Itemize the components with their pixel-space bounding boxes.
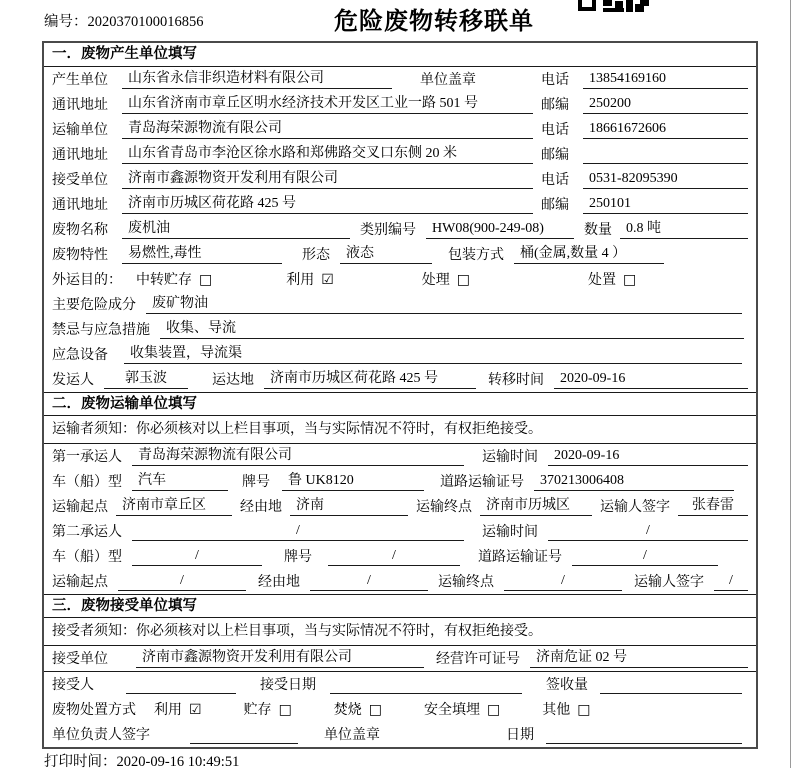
received-amount-label: 签收量 xyxy=(546,678,588,693)
transport-time-label: 运输时间 xyxy=(482,525,538,540)
acceptor-value xyxy=(126,692,236,694)
option-incinerate xyxy=(334,699,382,719)
route-end-label: 运输终点 xyxy=(416,500,472,515)
acceptor-row xyxy=(44,672,756,697)
transporter-address-value: 山东省青岛市李沧区徐水路和郑佛路交叉口东侧 20 米 xyxy=(122,142,533,164)
transporter-unit-label: 运输单位 xyxy=(52,123,108,138)
road-permit-value: 370213006408 xyxy=(534,473,734,491)
page-edge-line xyxy=(790,0,791,768)
destination-value: 济南市历城区荷花路 425 号 xyxy=(264,367,476,389)
plate-label: 牌号 xyxy=(242,475,270,490)
date-value xyxy=(546,742,742,744)
checkbox-unchecked-icon: □ xyxy=(577,702,591,718)
checkbox-unchecked-icon: □ xyxy=(368,702,383,718)
checkbox-unchecked-icon: □ xyxy=(456,272,471,288)
second-carrier-row xyxy=(44,519,756,544)
transporter-notice-row xyxy=(44,416,756,444)
vehicle-type-value: / xyxy=(132,548,262,566)
consignor-label: 发运人 xyxy=(52,373,94,388)
option-label: 中转贮存 xyxy=(136,273,192,288)
transporter-unit-row xyxy=(44,117,756,142)
option-treat xyxy=(422,269,470,289)
license-label: 经营许可证号 xyxy=(436,652,520,667)
checkbox-checked-icon: ☑ xyxy=(189,702,202,718)
option-storage xyxy=(244,699,292,719)
first-carrier-row xyxy=(44,444,756,469)
packaging-value: 桶(金属,数量 4 ） xyxy=(514,242,664,264)
carrier-signature-label: 运输人签字 xyxy=(600,500,670,515)
vehicle-type-label: 车（船）型 xyxy=(52,550,122,565)
destination-label: 运达地 xyxy=(212,373,254,388)
address-label: 通讯地址 xyxy=(52,98,108,113)
route-start-label: 运输起点 xyxy=(52,575,108,590)
zip-value: 250101 xyxy=(583,196,748,214)
form-state-value: 液态 xyxy=(340,242,432,264)
producer-unit-label: 产生单位 xyxy=(52,73,108,88)
vehicle-type-value: 汽车 xyxy=(132,469,228,491)
route-end-value: / xyxy=(504,573,622,591)
acceptor-label: 接受人 xyxy=(52,678,94,693)
section1-title: 一．废物产生单位填写 xyxy=(44,43,756,67)
responsible-signature-value xyxy=(190,742,298,744)
accepting-unit-value: 济南市鑫源物资开发利用有限公司 xyxy=(136,646,424,668)
section2-title: 二．废物运输单位填写 xyxy=(44,392,756,416)
route-start-value: / xyxy=(118,573,246,591)
vehicle-type-row xyxy=(44,469,756,494)
quantity-value: 0.8 吨 xyxy=(620,217,748,239)
first-carrier-label: 第一承运人 xyxy=(52,450,122,465)
responsible-signature-row xyxy=(44,722,756,747)
option-landfill xyxy=(424,699,500,719)
receiver-address-value: 济南市历城区荷花路 425 号 xyxy=(122,192,533,214)
receiver-notice-row xyxy=(44,618,756,646)
route-start-value: 济南市章丘区 xyxy=(116,494,232,516)
option-label: 其他 xyxy=(542,703,571,718)
accept-date-label: 接受日期 xyxy=(260,678,316,693)
zip-label: 邮编 xyxy=(541,198,569,213)
route-via-value: 济南 xyxy=(290,494,408,516)
road-permit-value: / xyxy=(572,548,718,566)
waste-traits-label: 废物特性 xyxy=(52,248,108,263)
route-via-value: / xyxy=(310,573,428,591)
transport-route-row-2 xyxy=(44,569,756,594)
form-title: 危险废物转移联单 xyxy=(334,9,534,35)
second-carrier-value: / xyxy=(132,523,464,541)
option-utilize xyxy=(286,269,334,289)
option-label: 利用 xyxy=(154,703,182,718)
option-label: 处理 xyxy=(421,273,450,288)
consignor-row xyxy=(44,367,756,392)
plate-value: / xyxy=(328,548,460,566)
emergency-measures-row xyxy=(44,317,756,342)
option-label: 安全填埋 xyxy=(424,703,481,718)
serial-number xyxy=(44,10,204,31)
packaging-label: 包装方式 xyxy=(448,248,504,263)
transporter-unit-value: 青岛海荣源物流有限公司 xyxy=(122,117,533,139)
license-value: 济南危证 02 号 xyxy=(530,646,748,668)
print-time-label: 打印时间： xyxy=(44,754,117,768)
emergency-equipment-row xyxy=(44,342,756,367)
transport-route-row xyxy=(44,494,756,519)
transport-time-value: / xyxy=(548,523,748,541)
carrier-signature-value: 张春雷 xyxy=(678,494,748,516)
vehicle-type-label: 车（船）型 xyxy=(52,475,122,490)
transfer-purpose-row xyxy=(44,267,756,292)
route-start-label: 运输起点 xyxy=(52,500,108,515)
waste-traits-value: 易燃性,毒性 xyxy=(122,242,282,264)
producer-address-row xyxy=(44,92,756,117)
hazard-component-value: 废矿物油 xyxy=(146,292,742,314)
plate-value: 鲁 UK8120 xyxy=(282,469,424,491)
phone-value: 0531-82095390 xyxy=(583,171,748,189)
unit-seal-label: 单位盖章 xyxy=(324,728,380,743)
consignor-value: 郭玉波 xyxy=(104,367,188,389)
checkbox-unchecked-icon: □ xyxy=(487,702,501,718)
hazard-component-row xyxy=(44,292,756,317)
phone-value: 18661672606 xyxy=(583,121,748,139)
road-permit-label: 道路运输证号 xyxy=(440,475,524,490)
unit-seal-label: 单位盖章 xyxy=(420,73,476,88)
waste-name-row xyxy=(44,217,756,242)
serial-label: 编号： xyxy=(44,14,88,30)
form-state-label: 形态 xyxy=(302,248,330,263)
option-label: 焚烧 xyxy=(333,703,362,718)
route-via-label: 经由地 xyxy=(258,575,300,590)
accept-date-value xyxy=(330,692,522,694)
accepting-unit-label: 接受单位 xyxy=(52,652,108,667)
print-time xyxy=(44,750,239,768)
checkbox-unchecked-icon: □ xyxy=(199,272,213,288)
receiver-unit-row xyxy=(44,167,756,192)
option-label: 利用 xyxy=(286,273,315,288)
transport-time-value: 2020-09-16 xyxy=(548,448,748,466)
receiver-address-row xyxy=(44,192,756,217)
first-carrier-value: 青岛海荣源物流有限公司 xyxy=(132,444,464,466)
emergency-measures-value: 收集、导流 xyxy=(160,317,744,339)
date-label: 日期 xyxy=(506,728,534,743)
road-permit-label: 道路运输证号 xyxy=(478,550,562,565)
route-end-label: 运输终点 xyxy=(438,575,494,590)
phone-label: 电话 xyxy=(541,123,569,138)
disposal-method-row xyxy=(44,697,756,722)
route-end-value: 济南市历城区 xyxy=(480,494,592,516)
second-carrier-label: 第二承运人 xyxy=(52,525,122,540)
receiver-unit-label: 接受单位 xyxy=(52,173,108,188)
receiver-notice-text: 接受者须知：你必须核对以上栏目事项，当与实际情况不符时，有权拒绝接受。 xyxy=(52,624,542,639)
route-via-label: 经由地 xyxy=(240,500,282,515)
quantity-label: 数量 xyxy=(584,223,612,238)
zip-value xyxy=(583,162,748,164)
manifest-form xyxy=(42,41,758,749)
transporter-address-row xyxy=(44,142,756,167)
transfer-time-value: 2020-09-16 xyxy=(554,371,748,389)
address-label: 通讯地址 xyxy=(52,198,108,213)
receiver-unit-value: 济南市鑫源物资开发利用有限公司 xyxy=(122,167,533,189)
received-amount-value xyxy=(600,692,742,694)
section3-title: 三．废物接受单位填写 xyxy=(44,594,756,618)
transfer-purpose-label: 外运目的： xyxy=(52,273,122,288)
option-other xyxy=(542,699,590,719)
responsible-signature-label: 单位负责人签字 xyxy=(52,728,150,743)
address-label: 通讯地址 xyxy=(52,148,108,163)
checkbox-unchecked-icon: □ xyxy=(278,702,292,718)
option-dispose xyxy=(588,269,636,289)
option-utilize xyxy=(154,699,202,719)
waste-name-label: 废物名称 xyxy=(52,223,108,238)
transport-time-label: 运输时间 xyxy=(482,450,538,465)
transporter-notice-text: 运输者须知：你必须核对以上栏目事项，当与实际情况不符时，有权拒绝接受。 xyxy=(52,422,542,437)
transfer-time-label: 转移时间 xyxy=(488,373,544,388)
carrier-signature-label: 运输人签字 xyxy=(634,575,704,590)
accepting-unit-row xyxy=(44,646,756,672)
emergency-equipment-value: 收集装置，导流渠 xyxy=(124,342,742,364)
zip-label: 邮编 xyxy=(541,148,569,163)
category-code-label: 类别编号 xyxy=(360,223,416,238)
producer-unit-row xyxy=(44,67,756,92)
emergency-equipment-label: 应急设备 xyxy=(52,348,108,363)
serial-value: 2020370100016856 xyxy=(87,14,204,30)
option-transit-storage xyxy=(136,269,212,289)
producer-address-value: 山东省济南市章丘区明水经济技术开发区工业一路 501 号 xyxy=(122,92,533,114)
zip-label: 邮编 xyxy=(541,98,569,113)
phone-label: 电话 xyxy=(541,73,569,88)
emergency-measures-label: 禁忌与应急措施 xyxy=(52,323,150,338)
plate-label: 牌号 xyxy=(284,550,312,565)
waste-traits-row xyxy=(44,242,756,267)
producer-unit-value: 山东省永信非织造材料有限公司 xyxy=(122,67,392,89)
checkbox-unchecked-icon: □ xyxy=(623,272,637,288)
checkbox-checked-icon: ☑ xyxy=(321,272,334,288)
option-label: 贮存 xyxy=(243,703,272,718)
vehicle-type-row-2 xyxy=(44,544,756,569)
zip-value: 250200 xyxy=(583,96,748,114)
disposal-method-label: 废物处置方式 xyxy=(52,703,136,718)
phone-value: 13854169160 xyxy=(583,71,748,89)
option-label: 处置 xyxy=(588,273,617,288)
hazard-component-label: 主要危险成分 xyxy=(52,298,136,313)
print-time-value: 2020-09-16 10:49:51 xyxy=(116,754,240,768)
phone-label: 电话 xyxy=(541,173,569,188)
carrier-signature-value: / xyxy=(714,573,748,591)
qr-code-fragment xyxy=(578,0,650,18)
category-code-value: HW08(900-249-08) xyxy=(426,221,574,239)
waste-name-value: 废机油 xyxy=(122,217,350,239)
